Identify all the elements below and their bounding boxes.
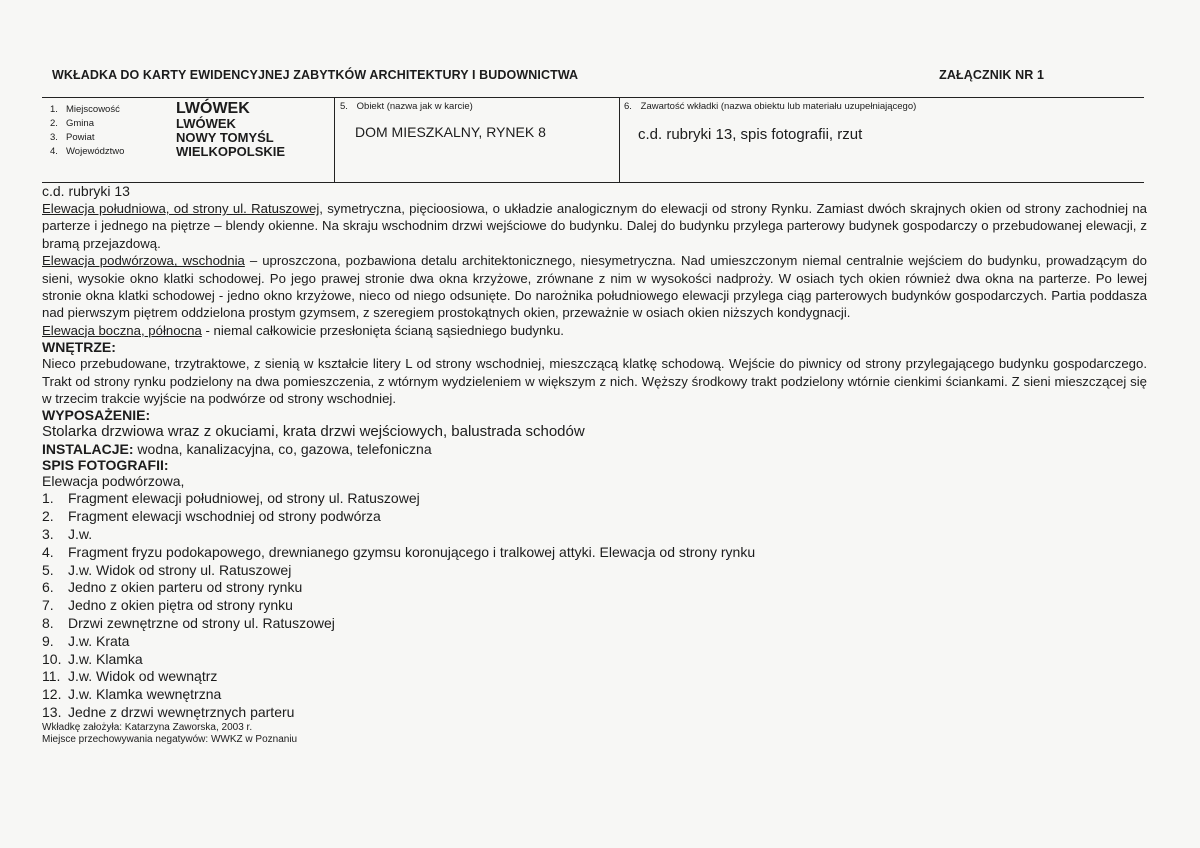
- interior-paragraph: Nieco przebudowane, trzytraktowe, z sienią w kształcie litery L od strony wschodniej, mieszczącą klatkę schodową. Wejście do piwnicy od strony przylegającego budynku gospodarczego. Trakt od strony rynku podzielony na dwa pomieszczenia, z wtórnym wydzieleniem w większym z nich. Węższy środkowy trakt podzielony wtórnie cienkimi ściankami. Z sieni mieszczącej się w trzecim trakcie wyjście na podwórze od strony wschodniej.: [42, 356, 1147, 407]
- item-text: Jedne z drzwi wewnętrznych parteru: [68, 704, 295, 721]
- object-cell: [340, 101, 620, 140]
- item-number: 7.: [42, 597, 54, 614]
- item-number: 3.: [42, 526, 54, 543]
- document-title: WKŁADKA DO KARTY EWIDENCYJNEJ ZABYTKÓW ARCHITEKTURY I BUDOWNICTWA: [52, 68, 579, 82]
- item-text: J.w. Widok od strony ul. Ratuszowej: [68, 561, 292, 578]
- document-body: [42, 183, 1147, 746]
- item-text: J.w. Klamka: [68, 650, 143, 667]
- county-value: NOWY TOMYŚL: [176, 130, 274, 145]
- row-number: 4.: [50, 146, 58, 157]
- contents-cell: [624, 101, 1124, 143]
- equipment-text: Stolarka drzwiowa wraz z okuciami, krata drzwi wejściowych, balustrada schodów: [42, 423, 585, 441]
- item-number: 10.: [42, 650, 62, 667]
- list-item: [42, 597, 1147, 615]
- row-number: 1.: [50, 104, 58, 115]
- annex-number: ZAŁĄCZNIK NR 1: [939, 68, 1044, 82]
- item-text: Drzwi zewnętrzne od strony ul. Ratuszowej: [68, 615, 335, 632]
- list-item: [42, 508, 1147, 526]
- row-number: 2.: [50, 118, 58, 129]
- item-text: Jedno z okien parteru od strony rynku: [68, 579, 303, 596]
- photo-list: [42, 490, 1147, 721]
- equipment-heading: WYPOSAŻENIE:: [42, 407, 151, 424]
- photos-intro: Elewacja podwórzowa,: [42, 473, 185, 490]
- item-text: Fragment elewacji południowej, od strony ul. Ratuszowej: [68, 490, 420, 507]
- location-cell: [50, 100, 332, 160]
- object-value: DOM MIESZKALNY, RYNEK 8: [355, 124, 546, 140]
- item-number: 8.: [42, 615, 54, 632]
- list-item: [42, 686, 1147, 704]
- negatives-storage-note: Miejsce przechowywania negatywów: WWKZ w Poznaniu: [42, 733, 298, 745]
- item-number: 1.: [42, 490, 54, 507]
- field-label: Powiat: [66, 132, 95, 143]
- item-text: J.w. Krata: [68, 632, 130, 649]
- item-text: Jedno z okien piętra od strony rynku: [68, 597, 293, 614]
- east-elevation-text: – uproszczona, pozbawiona detalu architektonicznego, niesymetryczna. Nad umieszczonym niemal centralnie wejściem do budynku, prowadzącym do sieni, wysokie okno klatki schodowej. Po jego prawej stronie dwa okna krzyżowe, zrównane z nim w wysokości nadproży. W osiach tych okien również dwa okna na parterze. Po lewej stronie okna klatki schodowej - jedno okno krzyżowe, nieco od niego odsunięte. Do narożnika południowego elewacji przylega ciąg parterowych budynków gospodarczych. Partia poddasza nad pierwszym piętrem oddzielona prostym gzymsem, z szeregiem prostokątnych okien, przeważnie w osiach okien niższych kondygnacji.: [42, 253, 1148, 321]
- location-row: [50, 146, 332, 160]
- item-text: Fragment elewacji wschodniej od strony podwórza: [68, 508, 381, 525]
- voivodeship-value: WIELKOPOLSKIE: [176, 144, 286, 159]
- header-table: [42, 97, 1144, 183]
- author-note: Wkładkę założyła: Katarzyna Zaworska, 2003 r.: [42, 721, 253, 733]
- south-elevation-text: , symetryczna, pięcioosiowa, o układzie analogicznym do elewacji od strony Rynku. Zamiast dwóch skrajnych okien od strony zachodniej na parterze i jednego na piętrze – blendy okienne. Na skraju wschodnim drzwi wejściowe do budynku. Dalej do budynku przylega parterowy budynek gospodarczy o przebudowanej elewacji, z bramą przejazdową.: [42, 201, 1147, 251]
- list-item: [42, 562, 1147, 580]
- town-value: LWÓWEK: [176, 100, 250, 117]
- installations-text: wodna, kanalizacyjna, co, gazowa, telefoniczna: [133, 441, 432, 458]
- item-number: 13.: [42, 704, 62, 721]
- field-label: Województwo: [66, 146, 125, 157]
- list-item: [42, 544, 1147, 562]
- photos-heading: SPIS FOTOGRAFII:: [42, 457, 169, 474]
- item-number: 5.: [42, 561, 54, 578]
- south-elevation-label: Elewacja południowa, od strony ul. Ratuszowej: [42, 201, 320, 216]
- row-number: 3.: [50, 132, 58, 143]
- north-elevation-paragraph: [42, 322, 1147, 339]
- field-number: 5.: [340, 101, 348, 112]
- item-text: J.w. Klamka wewnętrzna: [68, 686, 222, 703]
- item-text: J.w. Widok od wewnątrz: [68, 668, 218, 685]
- list-item: [42, 526, 1147, 544]
- field-label: Miejscowość: [66, 104, 120, 115]
- contents-value: c.d. rubryki 13, spis fotografii, rzut: [638, 126, 863, 143]
- contents-label: [624, 101, 1124, 112]
- item-number: 9.: [42, 632, 54, 649]
- commune-value: LWÓWEK: [176, 116, 236, 131]
- south-elevation-paragraph: [42, 200, 1147, 252]
- list-item: [42, 651, 1147, 669]
- north-elevation-label: Elewacja boczna, północna: [42, 322, 202, 338]
- field-number: 6.: [624, 101, 632, 112]
- list-item: [42, 490, 1147, 508]
- list-item: [42, 668, 1147, 686]
- list-item: [42, 633, 1147, 651]
- field-label: Zawartość wkładki (nazwa obiektu lub materiału uzupełniającego): [640, 101, 917, 112]
- east-elevation-label: Elewacja podwórzowa, wschodnia: [42, 253, 245, 269]
- installations-line: [42, 441, 1147, 457]
- installations-heading: INSTALACJE:: [42, 441, 134, 458]
- list-item: [42, 615, 1147, 633]
- section-intro: c.d. rubryki 13: [42, 183, 130, 199]
- item-number: 2.: [42, 508, 54, 525]
- north-elevation-text: - niemal całkowicie przesłonięta ścianą sąsiedniego budynku.: [201, 322, 564, 338]
- column-divider: [334, 98, 335, 182]
- east-elevation-paragraph: [42, 252, 1147, 322]
- item-text: J.w.: [68, 526, 93, 543]
- interior-heading: WNĘTRZE:: [42, 339, 116, 356]
- item-number: 12.: [42, 686, 62, 703]
- item-number: 6.: [42, 579, 54, 596]
- item-number: 4.: [42, 543, 54, 560]
- field-label: Gmina: [66, 118, 94, 129]
- field-label: Obiekt (nazwa jak w karcie): [356, 101, 473, 112]
- item-text: Fragment fryzu podokapowego, drewnianego gzymsu koronującego i tralkowej attyki. Elewacja od strony rynku: [68, 543, 756, 560]
- list-item: [42, 579, 1147, 597]
- object-label: [340, 101, 620, 112]
- list-item: [42, 704, 1147, 722]
- item-number: 11.: [42, 668, 61, 685]
